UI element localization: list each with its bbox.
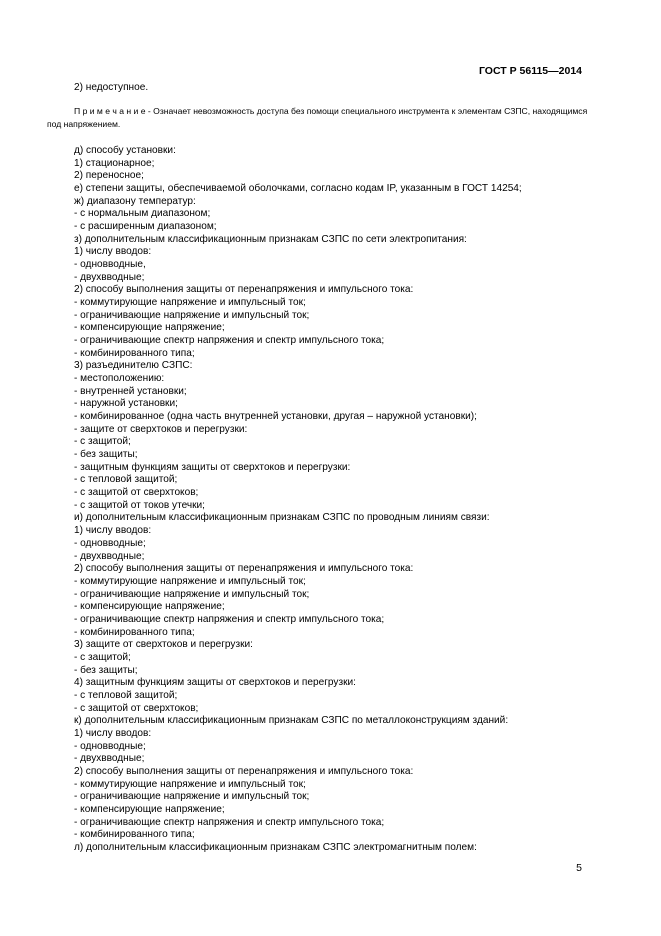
text-line: е) степени защиты, обеспечиваемой оболочками, согласно кодам IP, указанным в ГОСТ 14254; xyxy=(74,183,522,195)
text-line: - одновводные; xyxy=(74,537,146,549)
text-line: - с тепловой защитой; xyxy=(74,474,178,486)
text-line: - комбинированного типа; xyxy=(74,829,195,841)
text-line: 1) числу вводов: xyxy=(74,525,152,537)
text-line: - защитным функциям защиты от сверхтоков и перегрузки: xyxy=(74,461,351,473)
standard-code-header: ГОСТ Р 56115—2014 xyxy=(478,65,582,77)
text-line: - двухвводные; xyxy=(74,271,145,283)
text-line: 3) защите от сверхтоков и перегрузки: xyxy=(74,639,253,651)
text-line: - комбинированного типа; xyxy=(74,626,195,638)
text-line: - двухвводные; xyxy=(74,753,145,765)
text-line: - коммутирующие напряжение и импульсный ток; xyxy=(74,778,306,790)
text-line: 2) способу выполнения защиты от перенапряжения и импульсного тока: xyxy=(74,765,414,777)
text-line: - коммутирующие напряжение и импульсный ток; xyxy=(74,575,306,587)
text-line: - внутренней установки; xyxy=(74,385,187,397)
text-line: - ограничивающие спектр напряжения и спектр импульсного тока; xyxy=(74,335,385,347)
text-line: - одновводные; xyxy=(74,740,146,752)
note-label: П р и м е ч а н и е xyxy=(74,106,146,116)
text-line: - наружной установки; xyxy=(74,398,178,410)
text-line: - комбинированное (одна часть внутренней установки, другая – наружной установки); xyxy=(74,411,477,423)
text-line: - без защиты; xyxy=(74,449,138,461)
note-text: - Означает невозможность доступа без помощи специального инструмента к элементам СЗПС, находящимся под напряжением. xyxy=(47,106,588,129)
text-line: 3) разъединителю СЗПС: xyxy=(74,360,193,372)
text-line: - без защиты; xyxy=(74,664,138,676)
text-line: 4) защитным функциям защиты от сверхтоков и перегрузки: xyxy=(74,677,356,689)
text-line: 2) переносное; xyxy=(74,170,144,182)
text-line: - одновводные, xyxy=(74,259,146,271)
text-line: - с тепловой защитой; xyxy=(74,689,178,701)
text-line: - с нормальным диапазоном; xyxy=(74,208,211,220)
text-line: - ограничивающие напряжение и импульсный ток; xyxy=(74,588,310,600)
text-line: - местоположению: xyxy=(74,373,165,385)
text-line: - с защитой от сверхтоков; xyxy=(74,487,199,499)
text-line: ж) диапазону температур: xyxy=(74,195,196,207)
text-line: - с защитой от токов утечки; xyxy=(74,499,205,511)
text-line: к) дополнительным классификационным признакам СЗПС по металлоконструкциям зданий: xyxy=(74,715,509,727)
text-line: - ограничивающие напряжение и импульсный ток; xyxy=(74,309,310,321)
text-line: - коммутирующие напряжение и импульсный ток; xyxy=(74,297,306,309)
text-line: - двухвводные; xyxy=(74,550,145,562)
text-line: - защите от сверхтоков и перегрузки: xyxy=(74,423,248,435)
text-line: 1) стационарное; xyxy=(74,157,155,169)
text-line: - компенсирующие напряжение; xyxy=(74,601,225,613)
text-line: 2) способу выполнения защиты от перенапряжения и импульсного тока: xyxy=(74,563,414,575)
text-line: и) дополнительным классификационным признакам СЗПС по проводным линиям связи: xyxy=(74,512,490,524)
text-line: - ограничивающие спектр напряжения и спектр импульсного тока; xyxy=(74,613,385,625)
text-line: - компенсирующие напряжение; xyxy=(74,322,225,334)
page-number: 5 xyxy=(576,862,582,874)
text-line: - с защитой от сверхтоков; xyxy=(74,702,199,714)
text-line: - с защитой; xyxy=(74,651,131,663)
text-line: - с защитой; xyxy=(74,436,131,448)
note-block xyxy=(47,105,592,131)
first-line: 2) недоступное. xyxy=(74,82,149,93)
text-line: д) способу установки: xyxy=(74,145,176,156)
text-line: з) дополнительным классификационным признакам СЗПС по сети электропитания: xyxy=(74,233,467,245)
text-line: - ограничивающие напряжение и импульсный ток; xyxy=(74,791,310,803)
text-line: - комбинированного типа; xyxy=(74,347,195,359)
text-line: - с расширенным диапазоном; xyxy=(74,221,217,233)
text-line: л) дополнительным классификационным признакам СЗПС электромагнитным полем: xyxy=(74,841,477,853)
text-line: 2) способу выполнения защиты от перенапряжения и импульсного тока: xyxy=(74,284,414,296)
text-line: - компенсирующие напряжение; xyxy=(74,803,225,815)
text-line: - ограничивающие спектр напряжения и спектр импульсного тока; xyxy=(74,816,385,828)
body-text xyxy=(74,145,594,855)
text-line: 1) числу вводов: xyxy=(74,246,152,258)
text-line: 1) числу вводов: xyxy=(74,727,152,739)
